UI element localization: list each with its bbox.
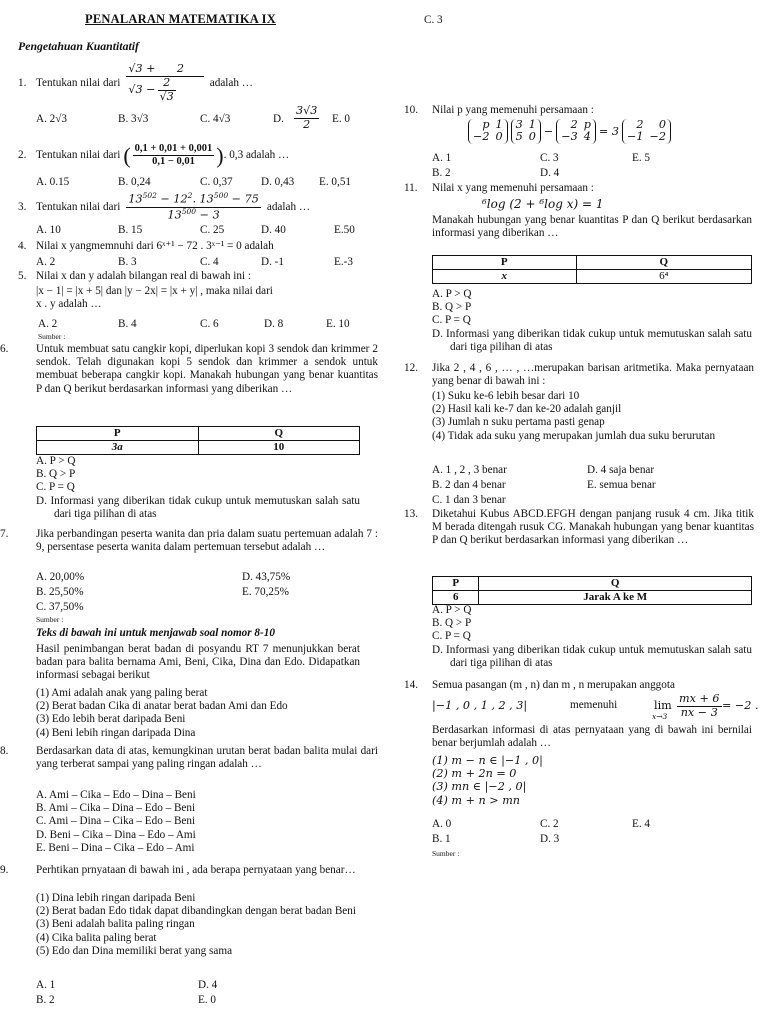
- question-8: 8. Berdasarkan data di atas, kemungkinan urutan berat badan balita mulai dari yang terberat sampai yang paling ringan adalah …: [0, 745, 378, 771]
- question-13: 13. Diketahui Kubus ABCD.EFGH dengan panjang rusuk 4 cm. Jika titik M berada ditengah rusuk CG. Manakah hubungan yang benar kuantitas P dan Q berikut berdasarkan informasi yang diberikan …: [404, 508, 754, 547]
- q11-table: P Q x 6⁴: [432, 255, 752, 284]
- reading-items: (1) Ami adalah anak yang paling berat (2) Berat badan Cika di anatar berat badan Ami dan Edo (3) Edo lebih berat daripada Beni (4) Beni lebih ringan daripada Dina: [36, 687, 288, 739]
- q8-options: A. Ami – Cika – Edo – Dina – Beni B. Ami – Cika – Dina – Edo – Beni C. Ami – Dina – Cika – Edo – Beni D. Beni – Cika – Dina – Edo – Ami E. Beni – Dina – Cika – Edo – Ami: [36, 789, 196, 854]
- q14-items: (1) m − n ∈ |−1 , 0| (2) m + 2n = 0 (3) mn ∈ |−2 , 0| (4) m + n > mn: [432, 754, 543, 807]
- question-14: 14. Semua pasangan (m , n) dan m , n merupakan anggota: [404, 679, 675, 691]
- q11-options: A. P > Q B. Q > P C. P = Q D. Informasi yang diberikan tidak cukup untuk memutuskan salah satu dari tiga pilihan di atas: [432, 288, 752, 353]
- question-7: 7. Jika perbandingan peserta wanita dan pria dalam suatu pertemuan adalah 7 : 9, persentase peserta wanita dalam pertemuan tersebut adalah …: [0, 528, 378, 554]
- q9-option-c: C. 3: [424, 14, 443, 26]
- reading-text: Hasil penimbangan berat badan di posyandu RT 7 menunjukkan berat badan para balita bernama Ami, Beni, Cika, Dina dan Edo. Didapatkan informasi sebagai berikut: [36, 643, 360, 682]
- question-12: 12. Jika 2 , 4 , 6 , … , …merupakan barisan aritmetika. Maka pernyataan yang benar di bawah ini :: [404, 362, 754, 388]
- question-11: 11. Nilai x yang memenuhi persamaan :: [404, 182, 594, 194]
- q12-items: (1) Suku ke-6 lebih besar dari 10 (2) Hasil kali ke-7 dan ke-20 adalah ganjil (3) Jumlah n suku pertama pasti genap (4) Tidak ada suku yang merupakan jumlah dua suku berurutan: [432, 390, 716, 442]
- section-subtitle: Pengetahuan Kuantitatif: [18, 39, 139, 53]
- q11-question: Manakah hubungan yang benar kuantitas P dan Q berikut berdasarkan informasi yang diberikan …: [432, 214, 752, 240]
- question-10: 10. Nilai p yang memenuhi persamaan :: [404, 104, 594, 116]
- question-1: 1. Tentukan nilai dari √3 + 2 √3 − $\frac{2}{√3}$ adalah …: [18, 62, 253, 103]
- question-6: 6. Untuk membuat satu cangkir kopi, diperlukan kopi 3 sendok dan krimmer 2 sendok. Telah digunakan kopi 5 sendok dan krimmer a sendok untuk membuat beberapa cangkir kopi. Manakah hubungan yang benar kuantitas P dan Q berikut berdasarkan informasi yang diberikan …: [0, 343, 378, 395]
- question-3: 3. Tentukan nilai dari $\frac{13^{502} - 12^2. 13^{500} - 75}{13^{500} - 3}$ adalah …: [18, 191, 311, 222]
- q11-equation: ⁶log (2 + ⁶log x) = 1: [482, 197, 604, 211]
- q9-items: (1) Dina lebih ringan daripada Beni (2) Berat badan Edo tidak dapat dibandingkan dengan berat badan Beni (3) Beni adalah balita paling ringan (4) Cika balita paling berat (5) Edo dan Dina memiliki berat yang sama: [36, 892, 356, 957]
- q1-expression: √3 + 2 √3 − $\frac{2}{√3}$: [128, 62, 202, 103]
- q5-source: Sumber :: [38, 332, 66, 341]
- q6-options: A. P > Q B. Q > P C. P = Q D. Informasi yang diberikan tidak cukup untuk memutuskan salah satu dari tiga pilihan di atas: [36, 455, 360, 520]
- q10-matrix-equation: p 1 −2 0 3 1 5 0 − 2 p −3 4 = 3 2 0 −1 −2: [468, 119, 671, 144]
- q13-table: P Q 6 Jarak A ke M: [432, 576, 752, 605]
- q13-options: A. P > Q B. Q > P C. P = Q D. Informasi yang diberikan tidak cukup untuk memutuskan salah satu dari tiga pilihan di atas: [432, 604, 752, 669]
- q14-source: Sumber :: [432, 849, 460, 858]
- q3-expression: $\frac{13^{502} - 12^2. 13^{500} - 75}{13^{500} - 3}$: [128, 191, 259, 222]
- question-4: 4. Nilai x yangmemnuhi dari 6ˣ⁺¹ − 72 . 3ˣ⁻¹ = 0 adalah: [18, 240, 274, 252]
- question-5: 5. Nilai x dan y adalah bilangan real di bawah ini : |x − 1| = |x + 5| dan |y − 2x| = |x + y| , maka nilai dari x . y adalah …: [18, 270, 273, 311]
- q1-option-d-value: $\frac{3√3}{2}$: [296, 104, 318, 131]
- question-9: 9. Perhtikan prnyataan di bawah ini , ada berapa pernyataan yang benar…: [0, 864, 356, 876]
- q6-table: P Q 3a 10: [36, 426, 360, 455]
- question-2: 2. Tentukan nilai dari ( $\frac{0,1 + 0,01 + 0,001}{0,1 - 0,01}$ ) . 0,3 adalah …: [18, 142, 290, 168]
- page-title: PENALARAN MATEMATIKA IX: [85, 12, 276, 26]
- reading-heading: Teks di bawah ini untuk menjawab soal nomor 8-10: [36, 627, 275, 639]
- q7-source: Sumber :: [36, 615, 64, 624]
- q14-question: Berdasarkan informasi di atas pernyataan yang di bawah ini bernilai benar berjumlah adalah …: [432, 724, 752, 750]
